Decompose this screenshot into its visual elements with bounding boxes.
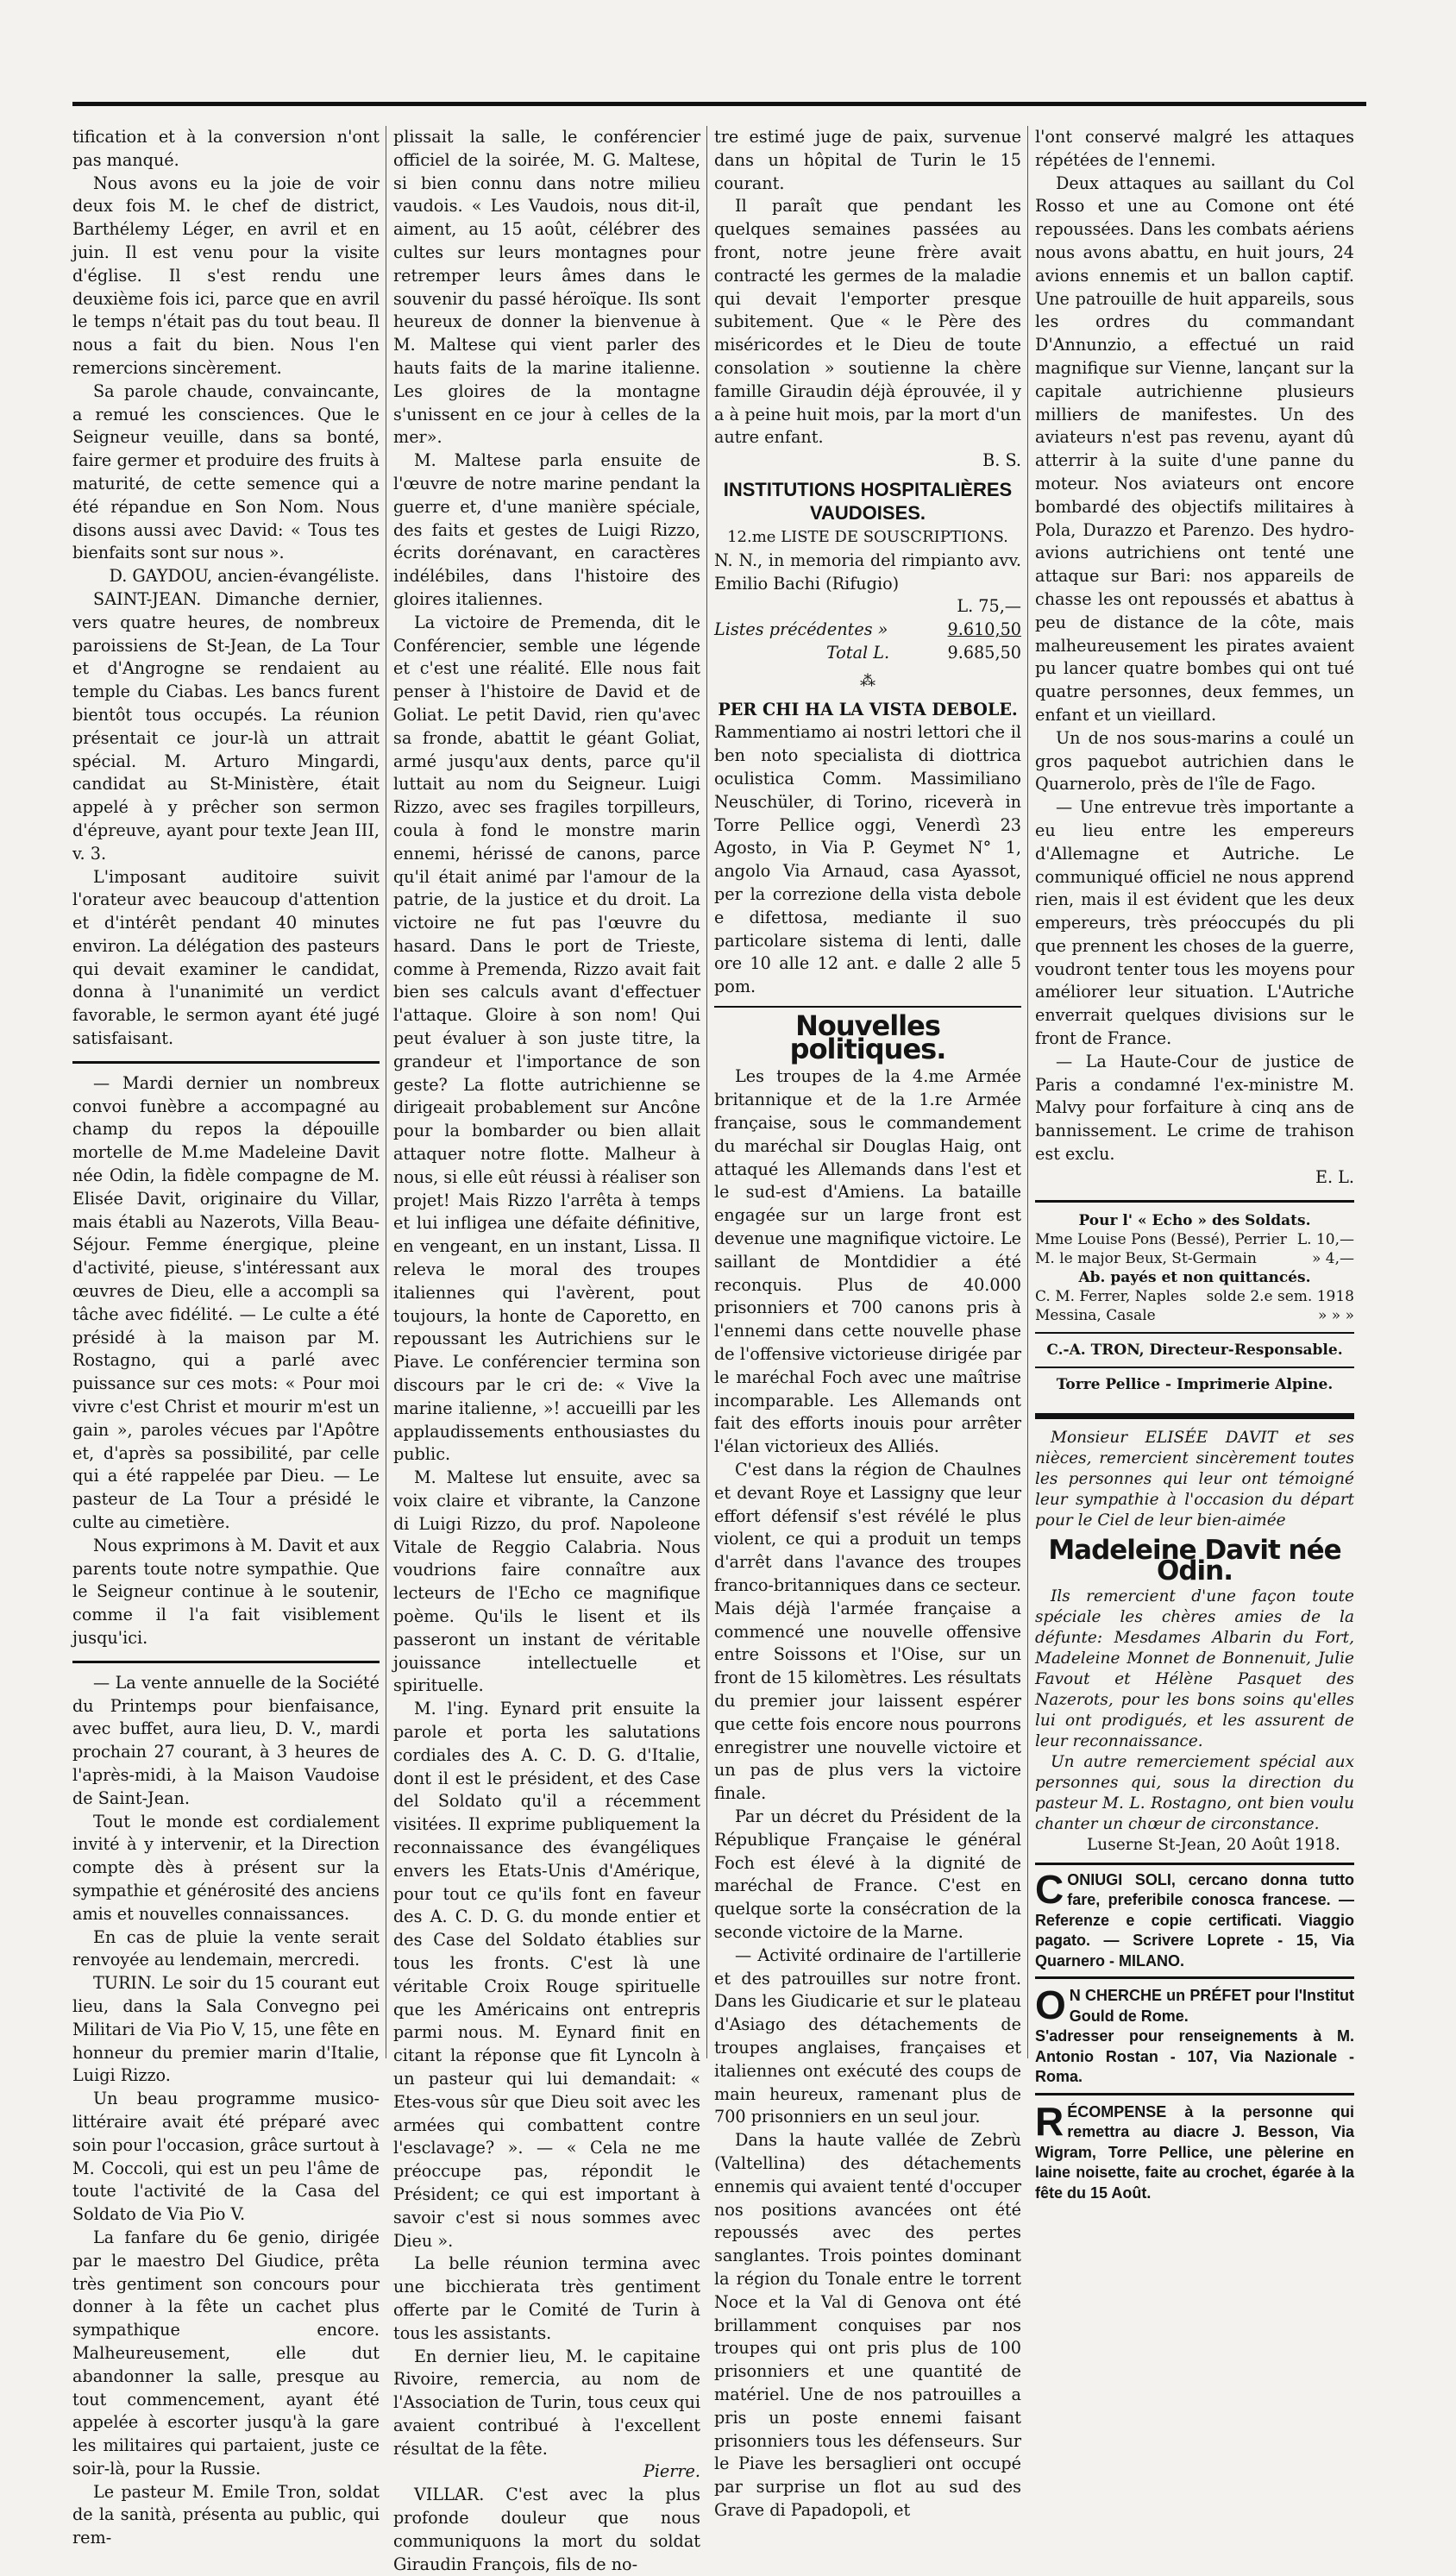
classified-ad xyxy=(1035,1863,1354,1980)
top-rule xyxy=(72,102,1366,106)
deceased-name: Madeleine Davit née Odin. xyxy=(1048,1534,1341,1586)
paragraph: — La Haute-Cour de justice de Paris a condamné l'ex-ministre M. Malvy pour forfaiture à cinq ans de bannissement. Le crime de trahison est exclu. xyxy=(1035,1051,1354,1165)
paragraph: — Mardi dernier un nombreux convoi funèbre a accompagné au champ du repos la dépouille mortelle de M.me Madeleine Davit née Odin, la fidèle compagne de M. Elisée Davit, originaire du Villar, mais établi au Nazerots, Villa Beau-Séjour. Femme énergique, pleine d'activité, pieuse, s'intéressant aux œuvres de Dieu, elle a accompli sa tâche avec fidélité. — Le culte a été présidé à la maison par M. Rostagno, qui a parlé avec puissance sur ces mots: « Pour moi vivre c'est Christ et mourir m'est un gain », paroles vécues par l'Apôtre et, d'après sa possibilité, par celle qui a été rappelée par Dieu. — Le pasteur de La Tour a présidé le culte au cimetière. xyxy=(72,1072,380,1533)
printer-line: Torre Pellice - Imprimerie Alpine. xyxy=(1056,1375,1334,1393)
paragraph: tification et à la conversion n'ont pas manqué. xyxy=(72,127,380,170)
paragraph: VILLAR. C'est avec la plus profonde douleur que nous communiquons la mort du soldat Giraudin François, fils de no- xyxy=(393,2485,700,2574)
signature: D. GAYDOU, ancien-évangéliste. xyxy=(109,566,380,587)
signature: E. L. xyxy=(1315,1166,1354,1187)
paragraph: C'est dans la région de Chaulnes et devant Roye et Lassigny que leur effort défensif s'est révélé le plus violent, ce qui a produit un temps d'arrêt dans l'avance des troupes franco-britanniques dans ce secteur. Mais déjà l'armée française a commencé une nouvelle offensive entre Soissons et l'Oise, sur un front de 15 kilomètres. Les résultats du premier jour laissent espérer que cette fois encore nous pourrons enregistrer une nouvelle victoire et un pas de plus vers la victoire finale. xyxy=(714,1460,1021,1804)
column-3 xyxy=(714,126,1021,2523)
paragraph: En cas de pluie la vente serait renvoyée au lendemain, mercredi. xyxy=(72,1926,380,1970)
amount: 9.685,50 xyxy=(947,642,1021,663)
column-4 xyxy=(1035,126,1354,2203)
paragraph: Ils remercient d'une façon toute spéciale les chères amies de la défunte: Mesdames Albarin du Fort, Madeleine Monnet de Bonnenuit, Julie Favout et Hélène Pasquet des Nazerots, pour les bons soins qu'elles lui ont prodigués, et les assurent de leur reconnaissance. xyxy=(1035,1586,1354,1750)
section-separator xyxy=(72,1661,380,1663)
asterism-icon: ⁂ xyxy=(860,671,875,690)
section-heading: Nouvelles politiques. xyxy=(789,1008,946,1065)
paragraph: M. l'ing. Eynard prit ensuite la parole et porta les salutations cordiales des A. C. D. G. d'Italie, dont il est le président, et des Case del Soldato qu'il a récemment visitées. Il exprime publiquement la reconnaissance des évangéliques envers les Etats-Unis d'Amérique, pour tout ce qu'ils font en faveur des A. C. D. G. du monde entier et des Case del Soldato établies sur tous les fronts. C'est là une véritable Croix Rouge spirituelle que les Américains ont entrepris parmi nous. M. Eynard finit en citant la réponse que fit Lyncoln à un pasteur qui lui demandait: « Etes-vous sûr que Dieu soit avec les armées qui combattent contre l'esclavage? ». — « Cela ne me préoccupe pas, répondit le Président; ce qui est important à savoir c'est si nous sommes avec Dieu ». xyxy=(393,1699,700,2251)
section-heading: Pour l' « Echo » des Soldats. xyxy=(1078,1211,1311,1229)
drop-cap: O xyxy=(1035,1982,1066,2028)
paragraph: La victoire de Premenda, dit le Conférencier, semble une légende et c'est une réalité. Elle nous fait penser à l'histoire de David et de Goliat. Le petit David, rien qu'avec sa fronde, abattit le géant Goliat, armé jusqu'aux dents, parce qu'il luttait au nom du Seigneur. Luigi Rizzo, avec ses fragiles torpilleurs, coula à fond le monstre marin ennemi, hérissé de canons, parce qu'il était animé par l'amour de la patrie, de la justice et du droit. La victoire ne fut pas l'œuvre du hasard. Dans le port de Trieste, comme à Premenda, Rizzo avait fait bien ses calculs avant d'effectuer l'attaque. Gloire à son nom! Qui peut évaluer à son juste titre, la grandeur et l'importance de son geste? La flotte autrichienne se dirigeait probablement sur Ancône pour la bombarder ou bien allait attaquer notre flotte. Malheur à nous, si elle eût réussi à réaliser son projet! Mais Rizzo l'arrêta à temps et lui infligea une défaite définitive, en vengeant, en un instant, Lissa. Il releva le moral des troupes italiennes qui l'avèrent, pout toujours, la honte de Caporetto, en repoussant les Autrichiens sur le Piave. Le conférencier termina son discours par le cri de: « Vive la marine italienne, »! accueilli par les applaudissements enthousiastes du public. xyxy=(393,612,700,1465)
paragraph: l'ont conservé malgré les attaques répétées de l'ennemi. xyxy=(1035,127,1354,170)
total-row xyxy=(714,642,1021,665)
payer-name: Messina, Casale xyxy=(1035,1306,1156,1324)
section-separator xyxy=(72,1061,380,1064)
column-1 xyxy=(72,126,380,2550)
payer-name: C. M. Ferrer, Naples xyxy=(1035,1287,1187,1305)
ad-text: S'adresser pour renseignements à M. Antonio Rostan - 107, Via Nazionale - Roma. xyxy=(1035,2027,1354,2086)
donor-name: Mme Louise Pons (Bessé), Perrier xyxy=(1035,1230,1287,1248)
paragraph: La belle réunion termina avec une bicchierata très gentiment offerte par le Comité de Turin à tous les assistants. xyxy=(393,2253,700,2343)
amount: » » » xyxy=(1317,1306,1354,1324)
payment-row xyxy=(1035,1306,1354,1325)
paragraph: Le pasteur M. Emile Tron, soldat de la sanità, présenta au public, qui rem- xyxy=(72,2481,380,2548)
subheading: 12.me LISTE DE SOUSCRIPTIONS. xyxy=(727,527,1008,546)
paragraph: En dernier lieu, M. le capitaine Rivoire, remercia, au nom de l'Association de Turin, tous ceux qui avaient contribué à l'excellent résultat de la fête. xyxy=(393,2346,700,2459)
paragraph: Nous exprimons à M. Davit et aux parents toute notre sympathie. Que le Seigneur continue à le soutenir, comme il l'a fait visiblement jusqu'ici. xyxy=(72,1535,380,1648)
section-separator xyxy=(1035,1367,1354,1368)
section-separator xyxy=(714,1006,1021,1008)
column-2 xyxy=(393,126,700,2576)
section-heading: PER CHI HA LA VISTA DEBOLE. xyxy=(718,699,1018,719)
donation-entry: N. N., in memoria del rimpianto avv. Emilio Bachi (Rifugio) xyxy=(714,550,1021,594)
section-separator xyxy=(1035,1332,1354,1334)
paragraph: Il paraît que pendant les quelques semaines passées au front, notre jeune frère avait contracté les germes de la maladie qui devait l'emporter presque subitement. Que « le Père des miséricordes et le Dieu de toute consolation » soutienne la chère famille Giraudin déjà éprouvée, il y a à peine huit mois, par la mort d'un autre enfant. xyxy=(714,196,1021,448)
paragraph: Monsieur ELISÉE DAVIT et ses nièces, remercient sincèrement toutes les personnes qui leur ont témoigné leur sympathie à l'occasion du départ pour le Ciel de leur bien-aimée xyxy=(1035,1428,1354,1530)
director-line: C.-A. TRON, Directeur-Responsable. xyxy=(1046,1341,1343,1359)
payment-row xyxy=(1035,1287,1354,1306)
amount: » 4,— xyxy=(1311,1249,1354,1267)
classified-ad xyxy=(1035,1982,1354,2095)
section-heading: INSTITUTIONS HOSPITALIÈRES VAUDOISES. xyxy=(723,478,1013,524)
place-date: Luserne St-Jean, 20 Août 1918. xyxy=(1087,1835,1340,1854)
donation-row xyxy=(1035,1230,1354,1249)
thanks-notice xyxy=(1035,1428,1354,1856)
amount: L. 75,— xyxy=(957,596,1021,617)
paragraph: M. Maltese lut ensuite, avec sa voix claire et vibrante, la Canzone di Luigi Rizzo, du prof. Napoleone Vitale de Reggio Calabria. Nous voudrions faire connaître aux lecteurs de l'Echo ce magnifique poème. Qu'ils le lisent et ils passeront un instant de véritable jouissance intellectuelle et spirituelle. xyxy=(393,1467,700,1696)
paragraph: SAINT-JEAN. Dimanche dernier, vers quatre heures, de nombreux paroissiens de St-Jean, de La Tour et d'Angrogne se rendaient au temple du Ciabas. Les bancs furent bientôt tous occupés. La réunion présentait ce jour-là un attrait spécial. M. Arturo Mingardi, candidat au St-Ministère, était appelé à y prêcher son sermon d'épreuve, ayant pour texte Jean III, v. 3. xyxy=(72,588,380,864)
donation-row xyxy=(1035,1249,1354,1268)
paragraph: Un beau programme musico-littéraire avait été préparé avec soin pour l'occasion, grâce surtout à M. Coccoli, qui est un peu l'âme de toute l'activité de la Casa del Soldato de Via Pio V. xyxy=(72,2089,380,2225)
amount: 9.610,50 xyxy=(947,619,1021,640)
paragraph: Dans la haute vallée de Zebrù (Valtellina) des détachements ennemis qui avaient tenté d'occuper nos positions avancées ont été repoussés avec des pertes sanglantes. Trois pointes dominant la région du Tonale entre le torrent Noce et la Val di Genova ont été brillamment conquises par nos troupes qui ont pris plus de 100 prisonniers et une quantité de matériel. Une de nos patrouilles a pris un poste ennemi faisant prisonniers tous les défenseurs. Sur le Piave les bersaglieri ont occupé par surprise un flot au sud des Grave di Papadopoli, et xyxy=(714,2130,1021,2520)
paragraph: — Une entrevue très importante a eu lieu entre les empereurs d'Allemagne et Autriche. Le communiqué officiel ne nous apprend rien, mais il est évident que les deux empereurs, très préoccupés du pli que prennent les choses de la guerre, voudront tenter tous les moyens pour améliorer leur situation. L'Autriche enverrait quelques divisions sur le front de France. xyxy=(1035,797,1354,1049)
ad-text: N CHERCHE un PRÉFET pour l'Institut Gould de Rome. xyxy=(1069,1987,1354,2025)
paragraph: Sa parole chaude, convaincante, a remué les consciences. Que le Seigneur veuille, dans sa bonté, faire germer et produire des fruits à maturité, de cette semence qui a été répandue en Son Nom. Nous disons aussi avec David: « Tous tes bienfaits sont sur nous ». xyxy=(72,380,380,563)
paragraph: Un de nos sous-marins a coulé un gros paquebot autrichien dans le Quarnerolo, près de l'île de Fago. xyxy=(1035,727,1354,795)
paragraph: plissait la salle, le conférencier officiel de la soirée, M. G. Maltese, si bien connu dans notre milieu vaudois. « Les Vaudois, nous dit-il, aiment, au 15 août, célébrer des cultes sur leurs montagnes pour retremper leurs âmes dans le souvenir du passé héroïque. Ils sont heureux de donner la bienvenue à M. Maltese qui vient parler des hauts faits de la marine italienne. Les gloires de la montagne s'unissent en ce jour à celles de la mer». xyxy=(393,127,700,448)
paragraph: — Activité ordinaire de l'artillerie et des patrouilles sur notre front. Dans les Giudicarie et sur le plateau d'Asiago des détachements de troupes anglaises, françaises et italiennes ont exécuté des coups de main heureux, ramenant plus de 700 prisonniers en un seul jour. xyxy=(714,1945,1021,2127)
paragraph: La fanfare du 6e genio, dirigée par le maestro Del Giudice, prêta très gentiment son concours pour donner à la fête un cachet plus sympathique encore. Malheureusement, elle dut abandonner la salle, presque au tout commencement, ayant été appelée à escorter jusqu'à la gare les militaires qui partaient, juste ce soir-là, pour la Russie. xyxy=(72,2227,380,2479)
paragraph: Rammentiamo ai nostri lettori che il ben noto specialista di diottrica oculistica Comm. Massimiliano Neuschüler, di Torino, riceverà in Torre Pellice oggi, Venerdì 23 Agosto, in Via P. Geymet N° 1, angolo Via Arnaud, casa Ayassot, per la correzione della vista debole e difettosa, mediante il suo particolare sistema di lenti, dalle ore 10 alle 12 ant. e dalle 2 alle 5 pom. xyxy=(714,722,1021,997)
drop-cap: C xyxy=(1035,1866,1064,1912)
paragraph: L'imposant auditoire suivit l'orateur avec beaucoup d'attention et d'intérêt pendant 40 minutes environ. La délégation des pasteurs qui devait examiner le candidat, donna à l'unanimité un verdict favorable, le sermon ayant été jugé satisfaisant. xyxy=(72,866,380,1049)
column-divider xyxy=(706,126,707,2058)
donation-amount-row xyxy=(714,595,1021,619)
amount: solde 2.e sem. 1918 xyxy=(1206,1287,1354,1305)
amount: L. 10,— xyxy=(1296,1230,1354,1248)
drop-cap: R xyxy=(1035,2098,1064,2144)
signature: Pierre. xyxy=(643,2461,700,2482)
signature: B. S. xyxy=(982,450,1021,471)
paragraph: M. Maltese parla ensuite de l'œuvre de notre marine pendant la guerre et, d'une manière spéciale, des faits et gestes de Luigi Rizzo, écrits dorénavant, en caractères indélébiles, dans l'histoire des gloires italiennes. xyxy=(393,450,700,609)
paragraph: tre estimé juge de paix, survenue dans un hôpital de Turin le 15 courant. xyxy=(714,127,1021,193)
ad-text: ONIUGI SOLI, cercano donna tutto fare, preferibile conosca francese. — Referenze e copie certificati. Viaggio pagato. — Scrivere Loprete - 15, Via Quarnero - MILANO. xyxy=(1035,1870,1354,1970)
paragraph: TURIN. Le soir du 15 courant eut lieu, dans la Sala Convegno pei Militari de Via Pio V, 15, une fête en honneur du premier marin d'Italie, Luigi Rizzo. xyxy=(72,1973,380,2086)
paragraph: Les troupes de la 4.me Armée britannique et de la 1.re Armée française, sous le commandement du maréchal sir Douglas Haig, ont attaqué les Allemands dans l'est et le sud-est d'Amiens. La bataille engagée sur un large front est devenue une magnifique victoire. Le saillant de Montdidier a été reconquis. Plus de 40.000 prisonniers et 700 canons pris à l'ennemi dans cette nouvelle phase de l'offensive victorieuse dirigée par le maréchal Foch avec une maîtrise incomparable. Les Allemands ont fait des efforts inouis pour arrêter l'élan victorieux des Alliés. xyxy=(714,1066,1021,1457)
paragraph: Deux attaques au saillant du Col Rosso et une au Comone ont été repoussées. Dans les combats aériens nous avons abattu, en huit jours, 24 avions ennemis et un ballon captif. Une patrouille de huit appareils, sous les ordres du commandant D'Annunzio, a effectué un raid magnifique sur Vienne, lançant sur la capitale autrichienne plusieurs milliers de manifestes. Un des aviateurs n'est pas revenu, ayant dû atterrir à la suite d'une panne du moteur. Nos aviateurs ont encore bombardé des objectifs militaires à Pola, Durazzo et Parenzo. Des hydro-avions autrichiens ont tenté une attaque sur Bari: nos appareils de chasse les ont repoussés et abattus à peu de distance de la côte, mais malheureusement les pirates avaient pu lancer quatre bombes qui ont tué quatre personnes, deux femmes, un enfant et un vieillard. xyxy=(1035,173,1354,725)
paragraph: Par un décret du Président de la République Française le général Foch est élevé à la dignité de maréchal de France. C'est en quelque sorte la consécration de la seconde victoire de la Marne. xyxy=(714,1806,1021,1942)
previous-lists-row xyxy=(714,619,1021,642)
label: Listes précédentes » xyxy=(714,619,888,640)
label: Total L. xyxy=(826,642,890,663)
paragraph: Tout le monde est cordialement invité à y intervenir, et la Direction compte dès à présent sur la sympathie et générosité des anciens amis et nouvelles connaissances. xyxy=(72,1811,380,1924)
paragraph: — La vente annuelle de la Société du Printemps pour bienfaisance, avec buffet, aura lieu, D. V., mardi prochain 27 courant, à 3 heures de l'après-midi, à la Maison Vaudoise de Saint-Jean. xyxy=(72,1672,380,1808)
ad-text: ÉCOMPENSE à la personne qui remettra au diacre J. Besson, Via Wigram, Torre Pellice, une pèlerine en laine noisette, faite au crochet, égarée à la fête du 15 Août. xyxy=(1035,2102,1354,2202)
section-heading: Ab. payés et non quittancés. xyxy=(1078,1268,1311,1286)
section-separator xyxy=(1035,1200,1354,1203)
paragraph: Nous avons eu la joie de voir deux fois M. le chef de district, Barthélemy Léger, en avril et en juin. Il est venu pour la visite d'église. Il s'est rendu une deuxième fois ici, parce que en avril le temps n'était pas du tout beau. Il nous a fait du bien. Nous l'en remercions sincèrement. xyxy=(72,173,380,378)
paragraph: Un autre remerciement spécial aux personnes qui, sous la direction du pasteur M. L. Rostagno, ont bien voulu chanter un chœur de circonstance. xyxy=(1035,1752,1354,1833)
column-divider xyxy=(1027,126,1028,2058)
section-separator xyxy=(1035,1413,1354,1419)
classified-ad xyxy=(1035,2098,1354,2204)
donor-name: M. le major Beux, St-Germain xyxy=(1035,1249,1257,1267)
